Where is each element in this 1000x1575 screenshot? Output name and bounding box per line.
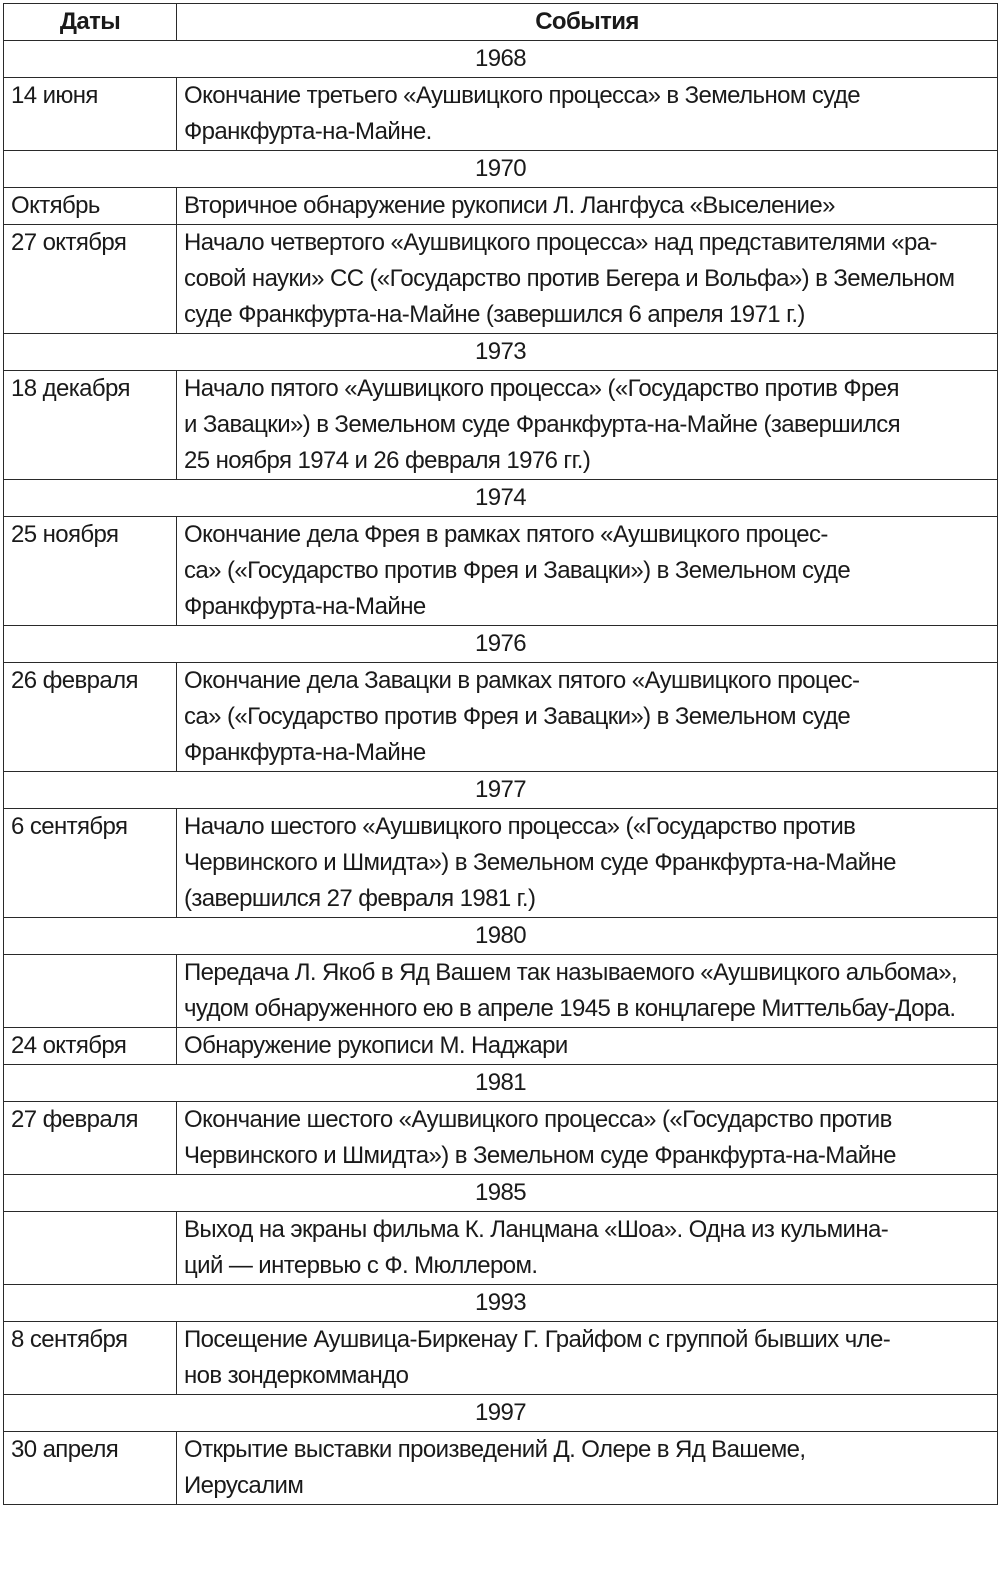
event-description: Окончание дела Фрея в рамках пятого «Аушвицкого процес- са» («Государство против Фрея и Завацки») в Земельном суде Франкфурта-на-Майне	[177, 517, 998, 626]
year-row	[4, 334, 998, 371]
event-row	[4, 1432, 998, 1505]
year-label: 1993	[4, 1285, 998, 1322]
year-row	[4, 480, 998, 517]
year-row	[4, 1175, 998, 1212]
event-row	[4, 1212, 998, 1285]
column-header-events: События	[177, 4, 998, 41]
event-row	[4, 517, 998, 626]
event-date: 8 сентября	[4, 1322, 177, 1395]
event-row	[4, 371, 998, 480]
event-row	[4, 1102, 998, 1175]
event-description: Обнаружение рукописи М. Наджари	[177, 1028, 998, 1065]
event-row	[4, 809, 998, 918]
column-header-dates: Даты	[4, 4, 177, 41]
year-label: 1981	[4, 1065, 998, 1102]
year-row	[4, 918, 998, 955]
event-date: 24 октября	[4, 1028, 177, 1065]
table-body	[4, 41, 998, 1505]
event-date: 18 декабря	[4, 371, 177, 480]
event-date	[4, 1212, 177, 1285]
year-label: 1980	[4, 918, 998, 955]
event-row	[4, 663, 998, 772]
year-label: 1970	[4, 151, 998, 188]
year-row	[4, 1395, 998, 1432]
event-row	[4, 225, 998, 334]
event-row	[4, 78, 998, 151]
event-row	[4, 1322, 998, 1395]
event-description: Окончание шестого «Аушвицкого процесса» («Государство против Червинского и Шмидта») в Земельном суде Франкфурта-на-Майне	[177, 1102, 998, 1175]
chronology-table	[3, 3, 998, 1505]
event-description: Окончание третьего «Аушвицкого процесса» в Земельном суде Франкфурта-на-Майне.	[177, 78, 998, 151]
year-label: 1968	[4, 41, 998, 78]
event-description: Посещение Аушвица-Биркенау Г. Грайфом с группой бывших чле- нов зондеркоммандо	[177, 1322, 998, 1395]
event-date	[4, 955, 177, 1028]
year-label: 1997	[4, 1395, 998, 1432]
header-row	[4, 4, 998, 41]
event-description: Начало пятого «Аушвицкого процесса» («Государство против Фрея и Завацки») в Земельном суде Франкфурта-на-Майне (завершился 25 ноября 1974 и 26 февраля 1976 гг.)	[177, 371, 998, 480]
event-date: 30 апреля	[4, 1432, 177, 1505]
year-label: 1973	[4, 334, 998, 371]
event-row	[4, 188, 998, 225]
year-row	[4, 151, 998, 188]
event-date: 25 ноября	[4, 517, 177, 626]
year-row	[4, 772, 998, 809]
event-description: Окончание дела Завацки в рамках пятого «Аушвицкого процес- са» («Государство против Фрея и Завацки») в Земельном суде Франкфурта-на-Майне	[177, 663, 998, 772]
event-description: Начало шестого «Аушвицкого процесса» («Государство против Червинского и Шмидта») в Земельном суде Франкфурта-на-Майне (завершился 27 февраля 1981 г.)	[177, 809, 998, 918]
year-label: 1985	[4, 1175, 998, 1212]
year-row	[4, 626, 998, 663]
event-description: Вторичное обнаружение рукописи Л. Лангфуса «Выселение»	[177, 188, 998, 225]
year-label: 1977	[4, 772, 998, 809]
year-row	[4, 1285, 998, 1322]
event-date: 6 сентября	[4, 809, 177, 918]
year-row	[4, 41, 998, 78]
event-date: Октябрь	[4, 188, 177, 225]
event-description: Начало четвертого «Аушвицкого процесса» над представителями «ра- совой науки» СС («Государство против Бегера и Вольфа») в Земельном суде Франкфурта-на-Майне (завершился 6 апреля 1971 г.)	[177, 225, 998, 334]
year-row	[4, 1065, 998, 1102]
year-label: 1974	[4, 480, 998, 517]
event-date: 26 февраля	[4, 663, 177, 772]
year-label: 1976	[4, 626, 998, 663]
event-row	[4, 1028, 998, 1065]
event-date: 27 октября	[4, 225, 177, 334]
event-description: Передача Л. Якоб в Яд Вашем так называемого «Аушвицкого альбома», чудом обнаруженного ею в апреле 1945 в концлагере Миттельбау-Дора.	[177, 955, 998, 1028]
event-description: Открытие выставки произведений Д. Олере в Яд Вашеме, Иерусалим	[177, 1432, 998, 1505]
event-date: 27 февраля	[4, 1102, 177, 1175]
event-row	[4, 955, 998, 1028]
event-date: 14 июня	[4, 78, 177, 151]
event-description: Выход на экраны фильма К. Ланцмана «Шоа». Одна из кульмина- ций — интервью с Ф. Мюллером.	[177, 1212, 998, 1285]
